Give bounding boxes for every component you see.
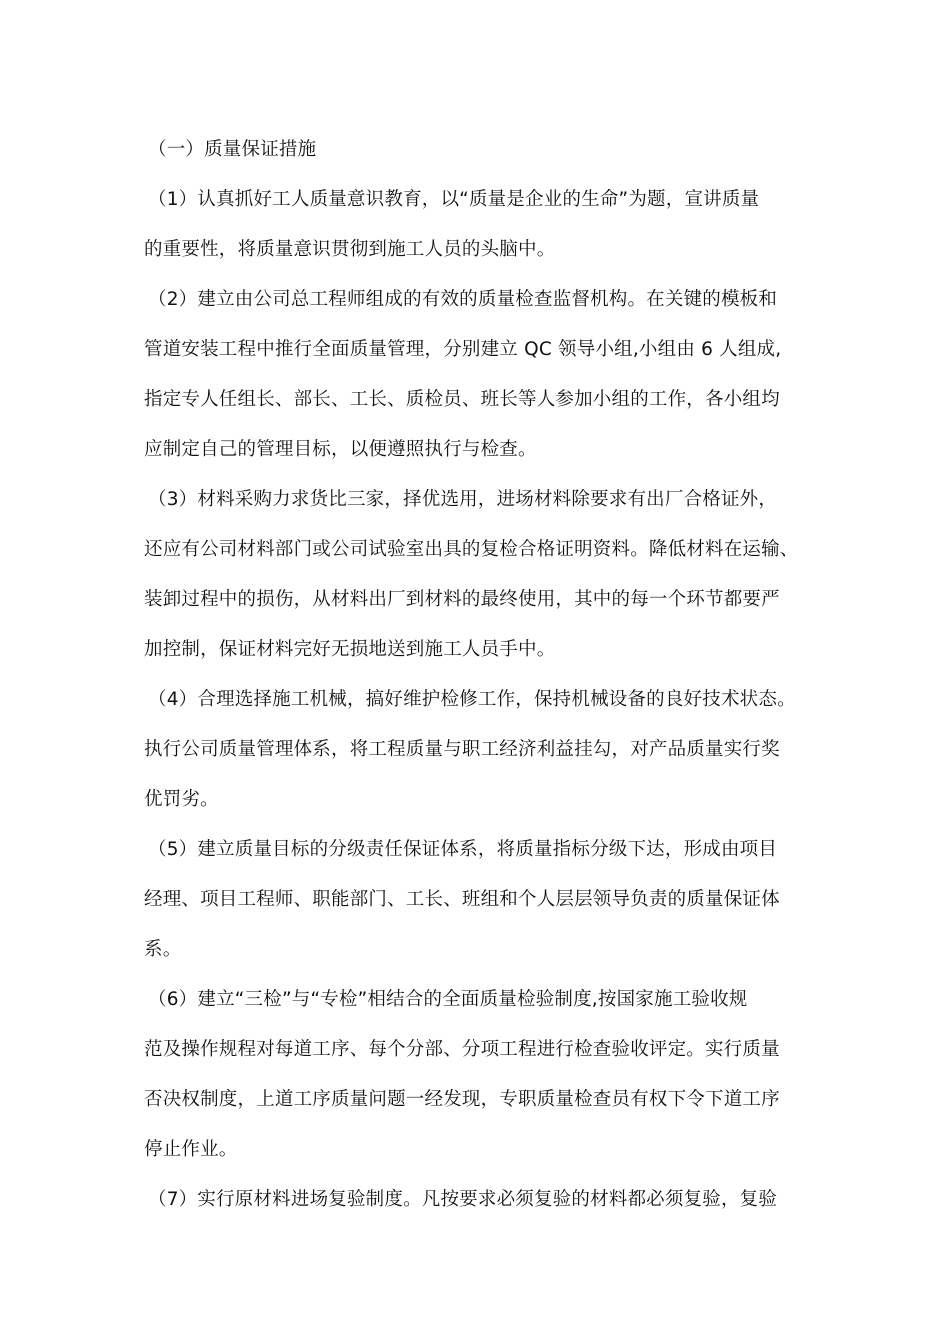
paragraph-3-line-2: 还应有公司材料部门或公司试验室出具的复检合格证明资料。降低材料在运输、 bbox=[144, 539, 799, 560]
paragraph-1-line-1: （1）认真抓好工人质量意识教育，以“质量是企业的生命”为题，宣讲质量 bbox=[148, 189, 760, 210]
paragraph-5-line-3: 系。 bbox=[144, 939, 182, 960]
section-heading: （一）质量保证措施 bbox=[148, 139, 317, 160]
paragraph-2-line-3: 指定专人任组长、部长、工长、质检员、班长等人参加小组的工作，各小组均 bbox=[144, 389, 780, 410]
paragraph-4-line-2: 执行公司质量管理体系，将工程质量与职工经济利益挂勾，对产品质量实行奖 bbox=[144, 739, 780, 760]
paragraph-6-line-3: 否决权制度，上道工序质量问题一经发现，专职质量检查员有权下令下道工序 bbox=[144, 1089, 780, 1110]
paragraph-6-line-4: 停止作业。 bbox=[144, 1139, 238, 1160]
paragraph-2-line-1: （2）建立由公司总工程师组成的有效的质量检查监督机构。在关键的模板和 bbox=[148, 289, 778, 310]
paragraph-4-line-1: （4）合理选择施工机械，搞好维护检修工作，保持机械设备的良好技术状态。 bbox=[148, 689, 796, 710]
paragraph-5-line-1: （5）建立质量目标的分级责任保证体系，将质量指标分级下达，形成由项目 bbox=[148, 839, 778, 860]
paragraph-2-line-4: 应制定自己的管理目标，以便遵照执行与检查。 bbox=[144, 439, 537, 460]
paragraph-4-line-3: 优罚劣。 bbox=[144, 789, 219, 810]
paragraph-3-line-3: 装卸过程中的损伤，从材料出厂到材料的最终使用，其中的每一个环节都要严 bbox=[144, 589, 780, 610]
paragraph-3-line-1: （3）材料采购力求货比三家，择优选用，进场材料除要求有出厂合格证外， bbox=[148, 489, 778, 510]
paragraph-5-line-2: 经理、项目工程师、职能部门、工长、班组和个人层层领导负责的质量保证体 bbox=[144, 889, 780, 910]
paragraph-7-line-1: （7）实行原材料进场复验制度。凡按要求必须复验的材料都必须复验，复验 bbox=[148, 1189, 778, 1210]
paragraph-3-line-4: 加控制，保证材料完好无损地送到施工人员手中。 bbox=[144, 639, 556, 660]
paragraph-6-line-1: （6）建立“三检”与“专检”相结合的全面质量检验制度,按国家施工验收规 bbox=[148, 989, 748, 1010]
paragraph-2-line-2: 管道安装工程中推行全面质量管理，分别建立 QC 领导小组,小组由 6 人组成, bbox=[144, 339, 782, 360]
paragraph-1-line-2: 的重要性，将质量意识贯彻到施工人员的头脑中。 bbox=[144, 239, 556, 260]
paragraph-6-line-2: 范及操作规程对每道工序、每个分部、分项工程进行检查验收评定。实行质量 bbox=[144, 1039, 780, 1060]
